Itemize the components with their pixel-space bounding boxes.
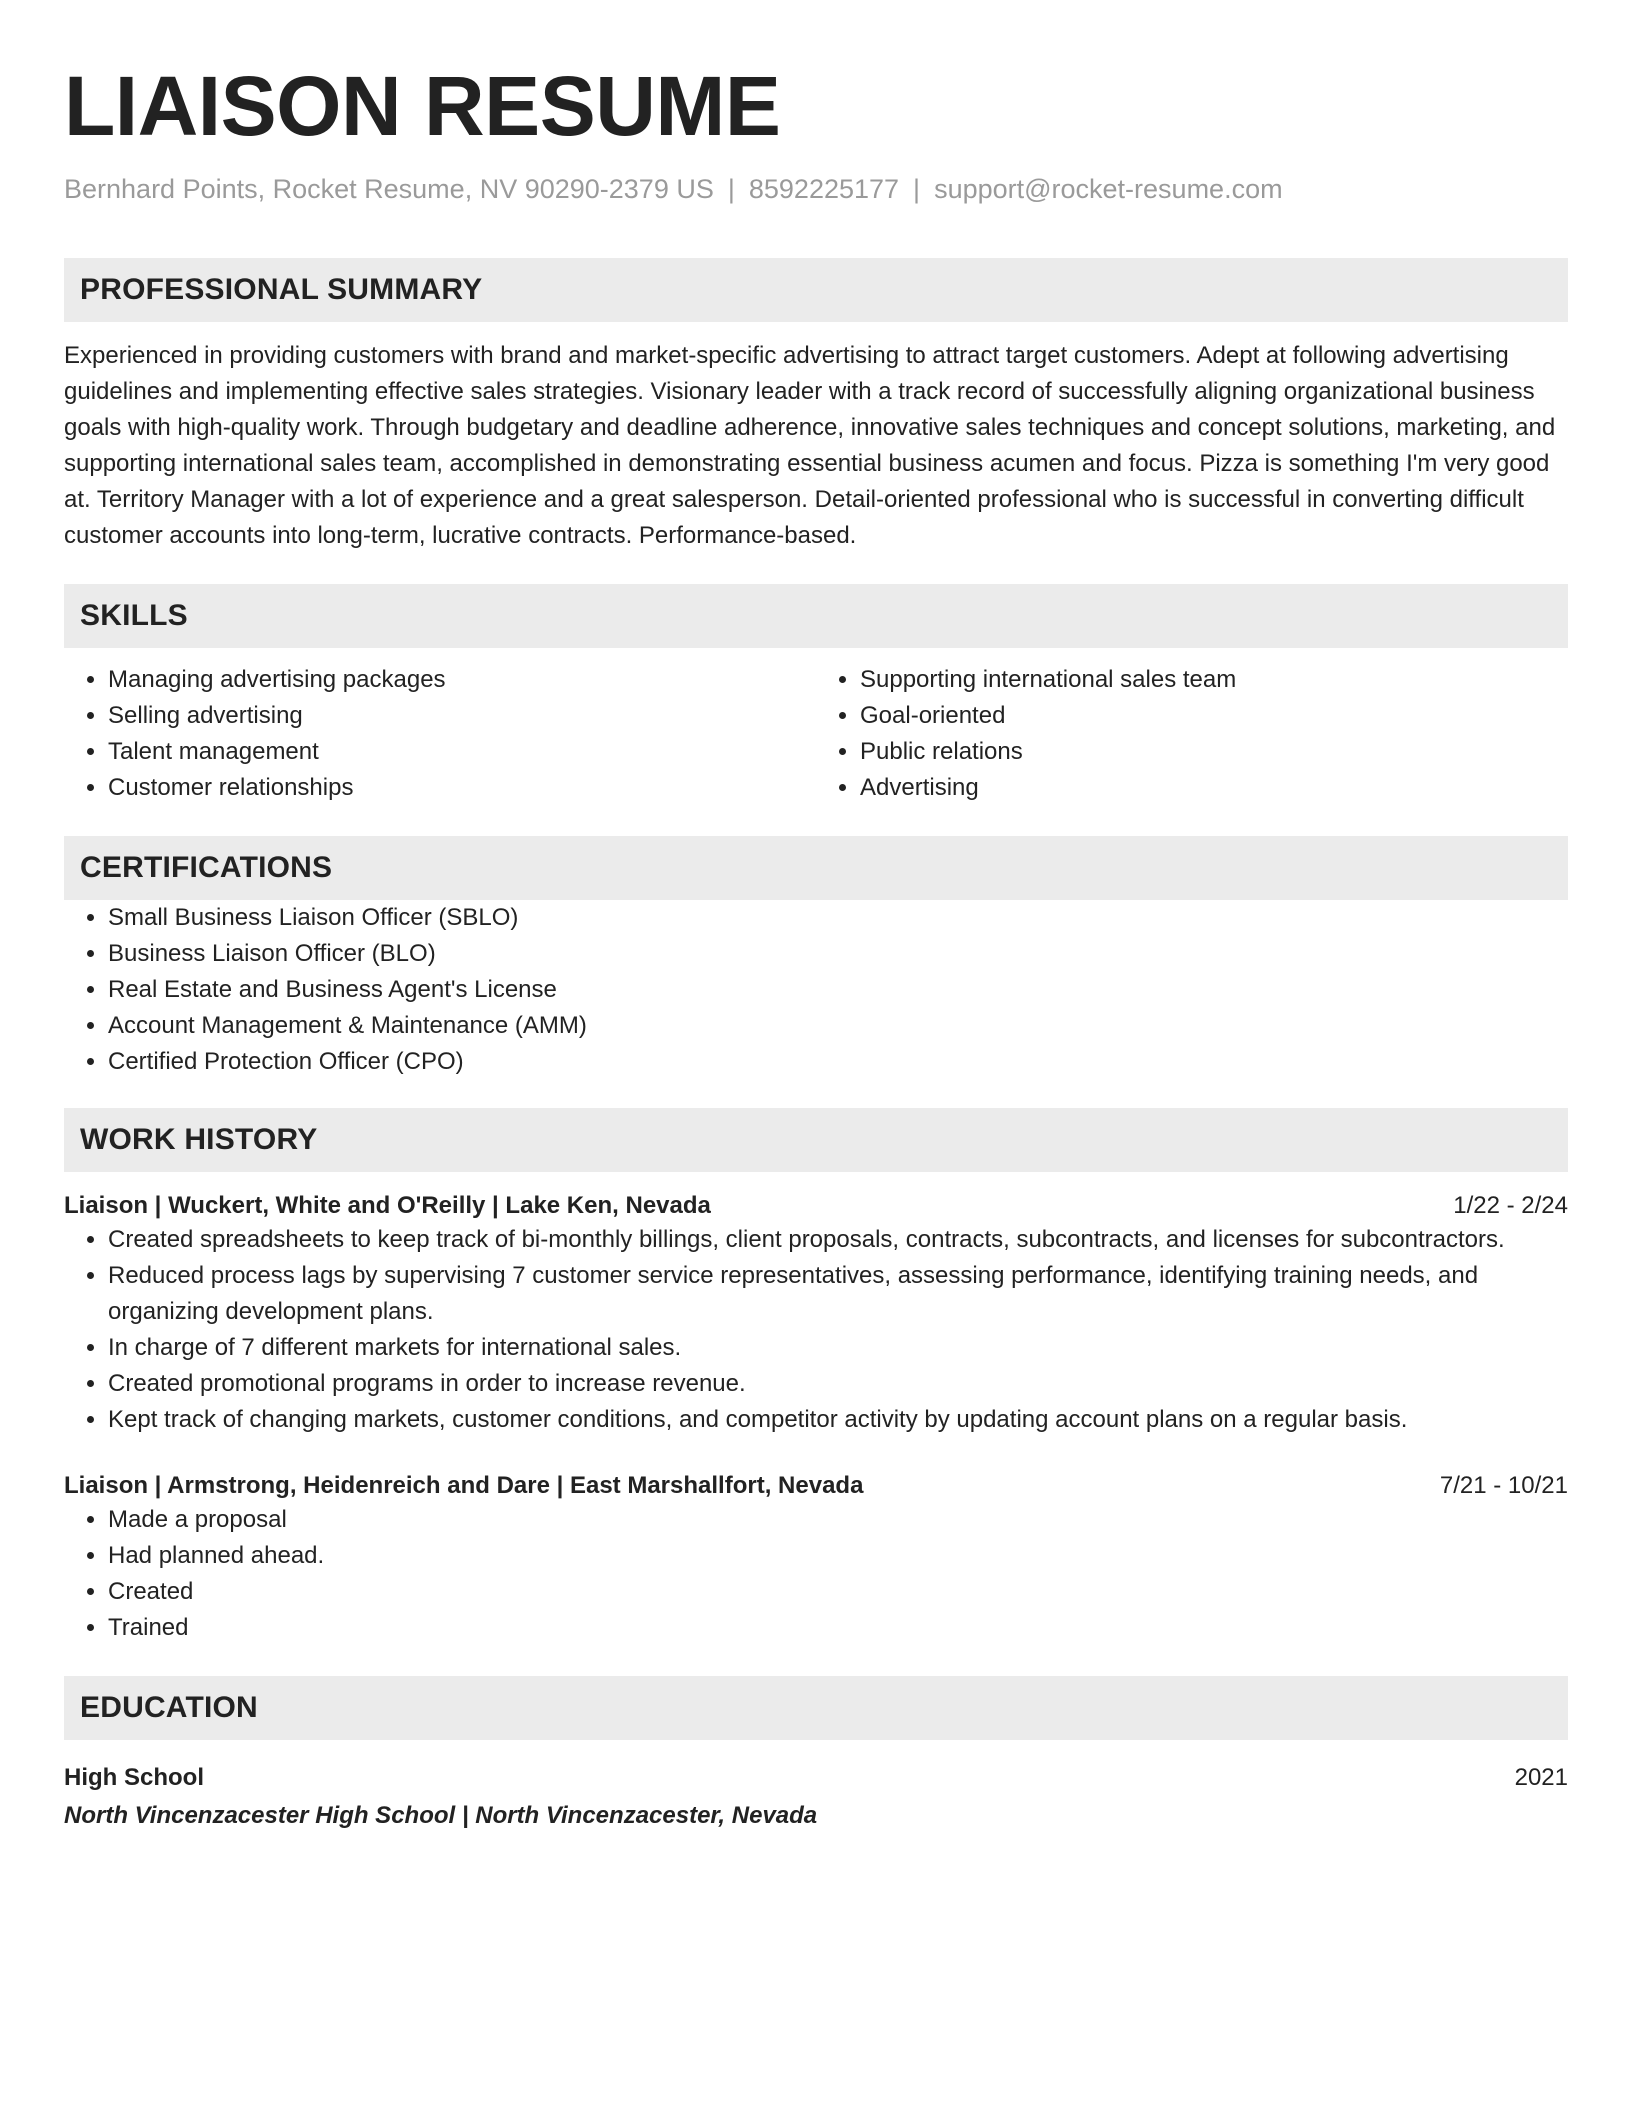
job-bullet: • Kept track of changing markets, customer conditions, and competitor activity by updating account plans on a regular basis.: [108, 1402, 1568, 1438]
contact-separator: |: [913, 174, 921, 204]
job-bullet: • Made a proposal: [108, 1502, 1568, 1538]
job-bullet: • Created promotional programs in order to increase revenue.: [108, 1366, 1568, 1402]
certifications-list: [64, 900, 1568, 1080]
certification-item: • Business Liaison Officer (BLO): [108, 936, 1568, 972]
skills-list-right: [816, 662, 1568, 806]
skill-item: • Managing advertising packages: [108, 662, 816, 698]
skills-heading: SKILLS: [64, 584, 1568, 648]
contact-separator: |: [727, 174, 735, 204]
job-header: [64, 1470, 1568, 1502]
job-entry: [64, 1190, 1568, 1438]
job-bullets: [64, 1222, 1568, 1438]
job-bullet: • Created spreadsheets to keep track of bi-monthly billings, client proposals, contracts, subcontracts, and licenses for subcontractors.: [108, 1222, 1568, 1258]
skill-item: • Customer relationships: [108, 770, 816, 806]
job-bullet: • Created: [108, 1574, 1568, 1610]
job-dates: 7/21 - 10/21: [1439, 1472, 1568, 1499]
summary-text: Experienced in providing customers with brand and market-specific advertising to attract target customers. Adept at following advertising guidelines and implementing effective sales strategies. Visionary leader with a track record of successfully aligning organizational business goals with high-quality work. Through budgetary and deadline adherence, innovative sales techniques and concept solutions, marketing, and supporting international sales team, accomplished in demonstrating essential business acumen and focus. Pizza is something I'm very good at. Territory Manager with a lot of experience and a great salesperson. Detail-oriented professional who is successful in converting difficult customer accounts into long-term, lucrative contracts. Performance-based.: [64, 342, 1556, 549]
skill-item: • Talent management: [108, 734, 816, 770]
skill-item: • Supporting international sales team: [860, 662, 1568, 698]
job-bullet: • In charge of 7 different markets for international sales.: [108, 1330, 1568, 1366]
certification-item: • Small Business Liaison Officer (SBLO): [108, 900, 1568, 936]
education-school: North Vincenzacester High School | North Vincenzacester, Nevada: [64, 1802, 818, 1829]
education-header: [64, 1762, 1568, 1794]
skill-item: • Public relations: [860, 734, 1568, 770]
job-bullet: • Had planned ahead.: [108, 1538, 1568, 1574]
skills-list-left: [64, 662, 816, 806]
contact-email: support@rocket-resume.com: [934, 174, 1283, 204]
resume-title: LIAISON RESUME: [64, 59, 781, 153]
skill-item: • Goal-oriented: [860, 698, 1568, 734]
skills-grid: [64, 662, 1568, 806]
contact-line: [64, 172, 1568, 206]
job-entry: [64, 1470, 1568, 1646]
education-degree: High School: [64, 1764, 204, 1791]
certifications-heading: CERTIFICATIONS: [64, 836, 1568, 900]
certification-item: • Real Estate and Business Agent's License: [108, 972, 1568, 1008]
summary-heading: PROFESSIONAL SUMMARY: [64, 258, 1568, 322]
education-heading: EDUCATION: [64, 1676, 1568, 1740]
certification-item: • Certified Protection Officer (CPO): [108, 1044, 1568, 1080]
skill-item: • Selling advertising: [108, 698, 816, 734]
contact-phone: 8592225177: [748, 174, 900, 204]
job-header: [64, 1190, 1568, 1222]
job-bullet: • Trained: [108, 1610, 1568, 1646]
work-history-heading: WORK HISTORY: [64, 1108, 1568, 1172]
job-title: Liaison | Armstrong, Heidenreich and Dare | East Marshallfort, Nevada: [64, 1472, 864, 1499]
job-bullets: [64, 1502, 1568, 1646]
education-year: 2021: [1514, 1764, 1568, 1791]
contact-address: Bernhard Points, Rocket Resume, NV 90290-2379 US: [64, 174, 714, 204]
job-bullet: • Reduced process lags by supervising 7 customer service representatives, assessing performance, identifying training needs, and organizing development plans.: [108, 1258, 1568, 1330]
job-title: Liaison | Wuckert, White and O'Reilly | Lake Ken, Nevada: [64, 1192, 711, 1219]
certification-item: • Account Management & Maintenance (AMM): [108, 1008, 1568, 1044]
skill-item: • Advertising: [860, 770, 1568, 806]
job-dates: 1/22 - 2/24: [1453, 1192, 1568, 1219]
